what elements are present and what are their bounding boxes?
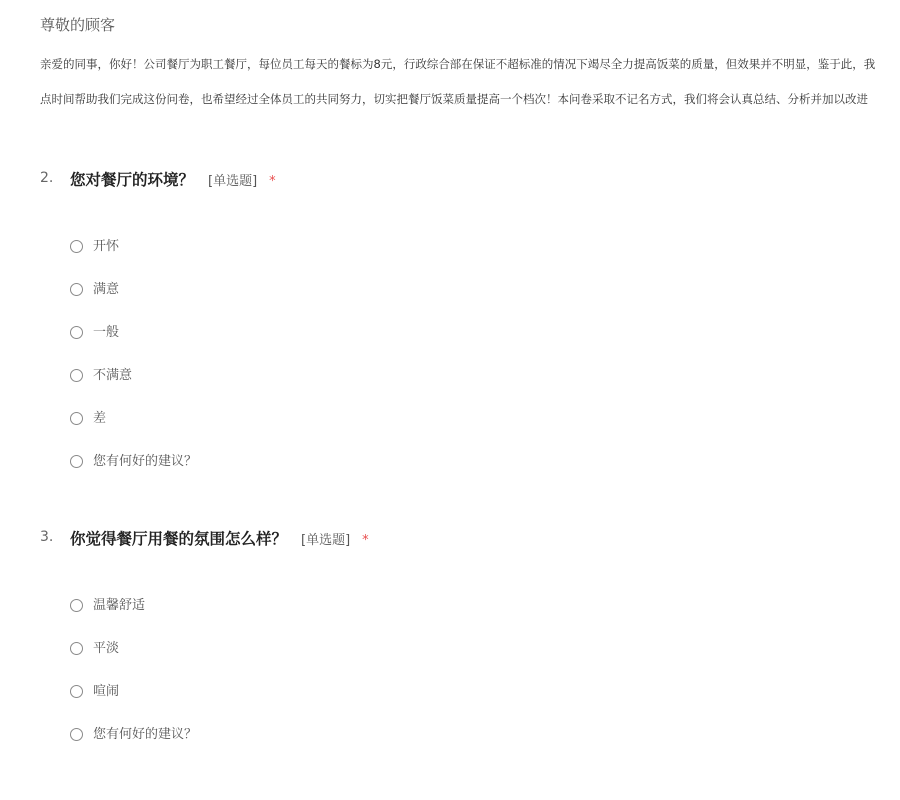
radio-button[interactable] <box>70 283 83 296</box>
question-title <box>70 527 369 549</box>
option-label[interactable]: 您有何好的建议？ <box>93 727 198 742</box>
radio-button[interactable] <box>70 412 83 425</box>
radio-button[interactable] <box>70 455 83 468</box>
option-label[interactable]: 满意 <box>93 282 120 297</box>
option-label[interactable]: 开怀 <box>93 239 120 254</box>
radio-button[interactable] <box>70 685 83 698</box>
option-label[interactable]: 平淡 <box>93 641 120 656</box>
option-label[interactable]: 一般 <box>93 325 120 340</box>
question-header <box>0 168 900 192</box>
intro-line: 亲爱的同事，你好！公司餐厅为职工餐厅，每位员工每天的餐标为8元，行政综合部在保证不超标准的情况下竭尽全力提高饭菜的质量，但效果并不明显，鉴于此，我 <box>40 57 876 71</box>
required-marker: * <box>362 533 369 548</box>
option-label[interactable]: 您有何好的建议？ <box>93 454 198 469</box>
radio-button[interactable] <box>70 240 83 253</box>
radio-button[interactable] <box>70 369 83 382</box>
option-label[interactable]: 差 <box>93 411 107 426</box>
question-number: 2. <box>40 170 54 186</box>
option-label[interactable]: 温馨舒适 <box>93 598 146 613</box>
intro-line: 点时间帮助我们完成这份问卷，也希望经过全体员工的共同努力，切实把餐厅饭菜质量提高一个档次！本问卷采取不记名方式，我们将会认真总结、分析并加以改进 <box>40 92 868 106</box>
question-type-badge: [单选题] <box>208 174 258 189</box>
radio-button[interactable] <box>70 728 83 741</box>
question-title-text: 您对餐厅的环境？ <box>70 171 195 189</box>
question-header <box>0 527 900 551</box>
option-label[interactable]: 不满意 <box>93 368 133 383</box>
question-type-badge: [单选题] <box>301 533 351 548</box>
radio-button[interactable] <box>70 599 83 612</box>
required-marker: * <box>269 174 276 189</box>
option-label[interactable]: 喧闹 <box>93 684 120 699</box>
question-title-text: 你觉得餐厅用餐的氛围怎么样？ <box>70 530 288 548</box>
survey-greeting: 尊敬的顾客 <box>40 16 116 34</box>
question-number: 3. <box>40 529 54 545</box>
radio-button[interactable] <box>70 642 83 655</box>
question-atmosphere <box>0 527 900 742</box>
radio-button[interactable] <box>70 326 83 339</box>
question-title <box>70 168 276 190</box>
question-environment <box>0 168 900 469</box>
survey-intro <box>40 56 900 126</box>
